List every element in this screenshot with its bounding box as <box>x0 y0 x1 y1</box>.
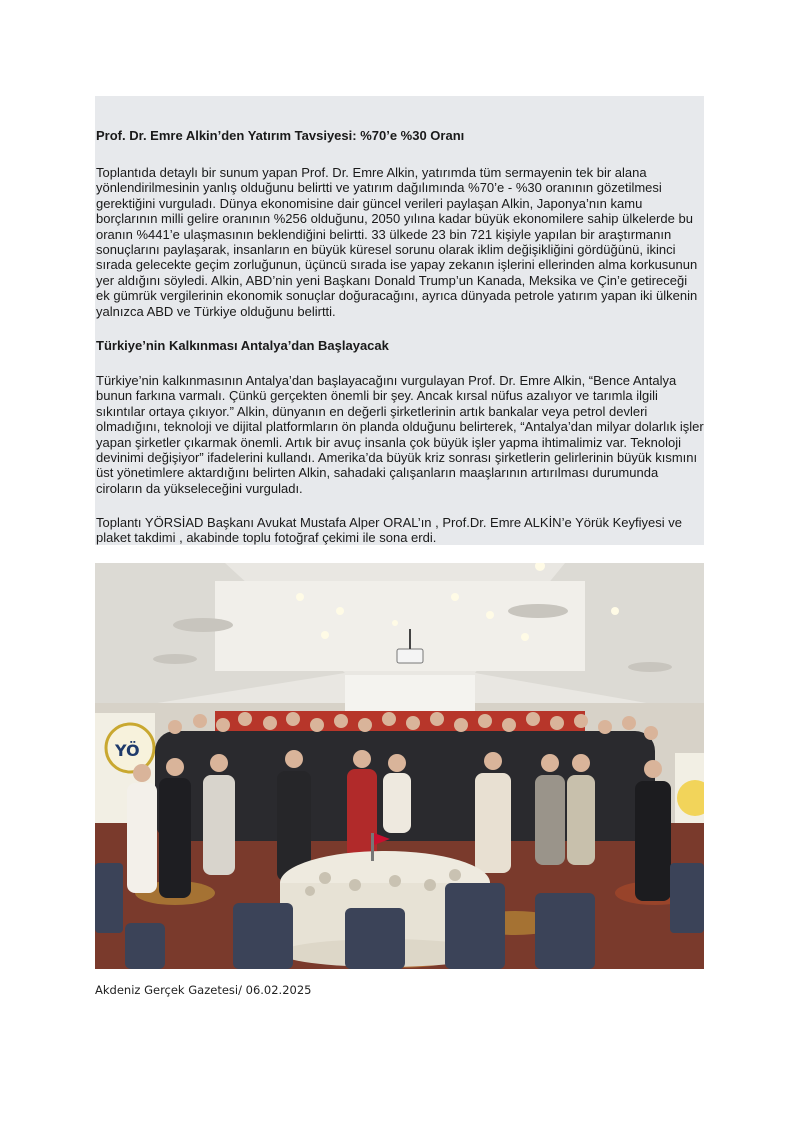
section-paragraph-antalya: Türkiye’nin kalkınmasının Antalya’dan başlayacağını vurgulayan Prof. Dr. Emre Alkin, “Bence Antalya bunun farkına varmalı. Çünkü gerçekten önemli bir şey. Ancak kırsal nüfus azalıyor ve tarımla ilgili sıkıntılar ortaya çıkıyor.” Alkin, dünyanın en değerli şirketlerinin artık bankalar veya petrol devleri olmadığını, teknoloji ve dijital platformların ön planda olduğunu belirterek, “Antalya’dan milyar dolarlık işler yapan şirketler çıkarmak önemli. Artık bir avuç insanla çok büyük işler yapma ihtimalimiz var. Teknoloji devinimi değişiyor” ifadelerini kullandı. Amerika’da büyük kriz sonrası şirketlerin gelirlerinin büyük kısmını üst yönetimlere aktardığını belirten Alkin, sahadaki çalışanların maaşlarının artırılması durumunda ciroların da yükseleceğini vurguladı. <box>96 373 704 496</box>
group-photo <box>95 563 704 969</box>
photo-caption: Akdeniz Gerçek Gazetesi/ 06.02.2025 <box>95 983 312 997</box>
banner-logo-text: YÖ <box>115 741 140 760</box>
closing-paragraph: Toplantı YÖRSİAD Başkanı Avukat Mustafa Alper ORAL’ın , Prof.Dr. Emre ALKİN’e Yörük Keyfiyesi ve plaket takdimi , akabinde toplu fotoğraf çekimi ile sona erdi. <box>96 515 682 546</box>
section-heading-investment: Prof. Dr. Emre Alkin’den Yatırım Tavsiyesi: %70’e %30 Oranı <box>96 128 465 143</box>
section-heading-antalya: Türkiye’nin Kalkınması Antalya’dan Başlayacak <box>96 338 389 353</box>
section-paragraph-investment: Toplantıda detaylı bir sunum yapan Prof. Dr. Emre Alkin, yatırımda tüm sermayenin tek bir alana yönlendirilmesinin yanlış olduğunu belirtti ve yatırım dağılımında %70’e - %30 oranının gözetilmesi gerektiğini vurguladı. Dünya ekonomisine dair güncel verileri paylaşan Alkin, Japonya’nın kamu borçlarının milli gelire oranının %256 olduğunu, 2050 yılına kadar büyük ekonomilere sahip ülkelerde bu oranın %441’e ulaşmasının beklendiğini belirtti. 33 ülkede 23 bin 721 kişiyle yapılan bir araştırmanın sonuçlarını paylaşarak, insanların en büyük küresel sorunu olarak iklim değişikliğini gördüğünü, ikinci sırada gelecekte geçim zorluğunun, üçüncü sırada ise yapay zekanın işlerini ellerinden alma korkusunun yer aldığını söyledi. Alkin, ABD’nin yeni Başkanı Donald Trump’un Kanada, Meksika ve Çin’e getireceği ek gümrük vergilerinin ekonomik sonuçlar doğuracağını, ayrıca dünyada petrole yatırım yapan iki ülkenin yalnızca ABD ve Türkiye olduğunu belirtti. <box>96 165 698 319</box>
